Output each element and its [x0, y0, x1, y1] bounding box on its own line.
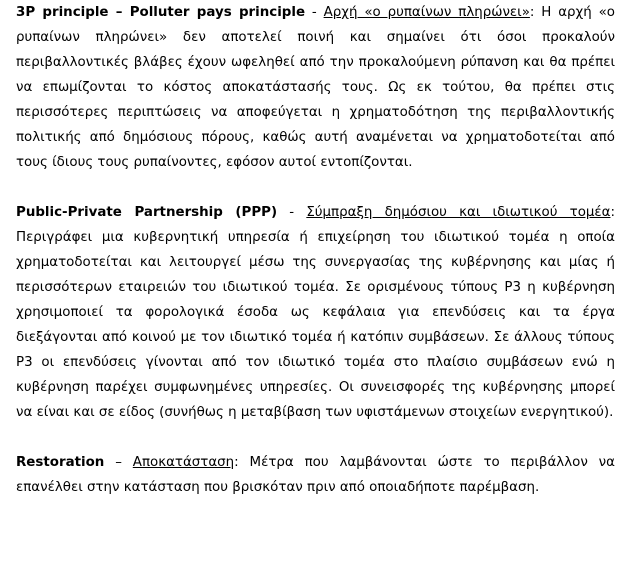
entry-definition: Η αρχή «ο ρυπαίνων πληρώνει» δεν αποτελεί ποινή και σημαίνει ότι όσοι προκαλούν περιβαλλοντικές βλάβες έχουν ωφεληθεί από την προκαλούμενη ρύπανση και θα πρέπει να επωμίζονται το κόστος αποκατάστασής τους. Ως εκ τούτου, θα πρέπει στις περισσότερες περιπτώσεις να αποφεύγεται η χρηματοδότηση της περιβαλλοντικής πολιτικής από δημόσιους πόρους, καθώς αυτή αναμένεται να χρηματοδοτείται από τους ίδιους τους ρυπαίνοντες, εφόσον αυτοί εντοπίζονται.	[16, 5, 615, 170]
entry-separator: -	[277, 205, 307, 220]
entry-term: Public-Private Partnership (PPP)	[16, 205, 278, 220]
entry-colon: :	[529, 5, 535, 20]
glossary-document	[16, 0, 615, 500]
entry-colon: :	[610, 205, 615, 220]
entry-greek-term: Αρχή «ο ρυπαίνων πληρώνει»	[323, 5, 530, 20]
glossary-entry-ppp	[16, 200, 615, 425]
entry-greek-term: Αποκατάσταση	[132, 455, 235, 470]
entry-greek-term: Σύμπραξη δημόσιου και ιδιωτικού τομέα	[306, 205, 611, 220]
entry-colon: :	[234, 455, 239, 470]
glossary-entry-restoration	[16, 450, 615, 500]
entry-term: 3P principle – Polluter pays principle	[16, 5, 306, 20]
entry-term: Restoration	[16, 455, 105, 470]
entry-definition: Περιγράφει μια κυβερνητική υπηρεσία ή επιχείρηση του ιδιωτικού τομέα η οποία χρηματοδοτείται και λειτουργεί μέσω της συνεργασίας της κυβέρνησης και μίας ή περισσότερων εταιρειών του ιδιωτικού τομέα. Σε ορισμένους τύπους P3 η κυβέρνηση χρησιμοποιεί τα φορολογικά έσοδα ως κεφάλαια για επενδύσεις και τα έργα διεξάγονται από κοινού με τον ιδιωτικό τομέα ή κατόπιν συμβάσεων. Σε άλλους τύπους P3 οι επενδύσεις γίνονται από τον ιδιωτικό τομέα στο πλαίσιο συμβάσεων ενώ η κυβέρνηση παρέχει συμφωνημένες υπηρεσίες. Οι συνεισφορές της κυβέρνησης μπορεί να είναι και σε είδος (συνήθως η μεταβίβαση των υφιστάμενων στοιχείων ενεργητικού).	[16, 230, 615, 420]
entry-separator: -	[305, 5, 324, 20]
glossary-entry-polluter-pays	[16, 0, 615, 175]
entry-separator: –	[104, 455, 133, 470]
entry-definition: Μέτρα που λαμβάνονται ώστε το περιβάλλον να επανέλθει στην κατάσταση που βρισκόταν πριν από οποιαδήποτε παρέμβαση.	[16, 455, 615, 495]
